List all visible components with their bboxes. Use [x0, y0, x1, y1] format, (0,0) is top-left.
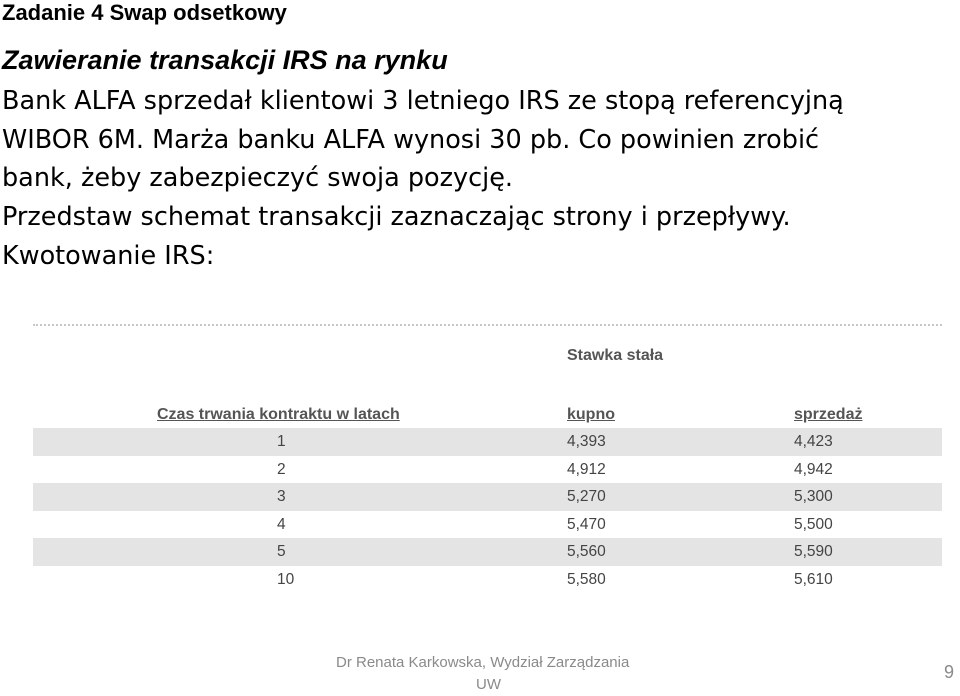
buy-rate-cell: 4,393 [567, 433, 606, 450]
duration-cell: 10 [277, 570, 295, 588]
table-row [33, 538, 942, 566]
table-row [33, 428, 942, 456]
buy-rate-cell: 5,470 [567, 515, 606, 533]
duration-cell: 3 [277, 488, 286, 505]
sell-rate-cell: 5,500 [794, 515, 833, 533]
table-body [33, 428, 942, 593]
description-line: bank, żeby zabezpieczyć swoja pozycję. [2, 163, 513, 194]
task-description [2, 82, 952, 276]
duration-cell: 1 [277, 433, 286, 450]
table-row [33, 456, 942, 484]
duration-cell: 4 [277, 515, 286, 533]
column-header-buy[interactable]: kupno [567, 406, 615, 423]
sell-rate-cell: 5,300 [794, 488, 833, 505]
table-row [33, 483, 942, 511]
fixed-rate-group-header: Stawka stała [567, 347, 664, 364]
footer-author [336, 652, 656, 696]
sell-rate-cell: 4,942 [794, 460, 833, 478]
footer-author-line: Dr Renata Karkowska, Wydział Zarządzania [336, 654, 630, 671]
duration-cell: 2 [277, 460, 286, 478]
table-top-divider [33, 324, 942, 326]
table-row [33, 511, 942, 539]
column-header-sell[interactable]: sprzedaż [794, 406, 863, 423]
description-line: Kwotowanie IRS: [2, 240, 215, 271]
irs-quote-table [33, 324, 942, 594]
table-row [33, 566, 942, 594]
description-line: Przedstaw schemat transakcji zaznaczając strony i przepływy. [2, 202, 791, 233]
sell-rate-cell: 4,423 [794, 433, 833, 450]
column-header-duration[interactable]: Czas trwania kontraktu w latach [157, 406, 400, 423]
slide-header: Zadanie 4 Swap odsetkowy [2, 0, 287, 25]
buy-rate-cell: 5,580 [567, 570, 606, 588]
sell-rate-cell: 5,610 [794, 570, 833, 588]
buy-rate-cell: 5,560 [567, 543, 606, 560]
task-subtitle: Zawieranie transakcji IRS na rynku [2, 45, 448, 75]
duration-cell: 5 [277, 543, 286, 560]
description-line: WIBOR 6M. Marża banku ALFA wynosi 30 pb. Co powinien zrobić [2, 124, 820, 155]
buy-rate-cell: 5,270 [567, 488, 606, 505]
footer-author-line: UW [476, 676, 501, 693]
buy-rate-cell: 4,912 [567, 460, 606, 478]
sell-rate-cell: 5,590 [794, 543, 833, 560]
page-number: 9 [944, 662, 955, 682]
description-line: Bank ALFA sprzedał klientowi 3 letniego IRS ze stopą referencyjną [2, 86, 844, 116]
